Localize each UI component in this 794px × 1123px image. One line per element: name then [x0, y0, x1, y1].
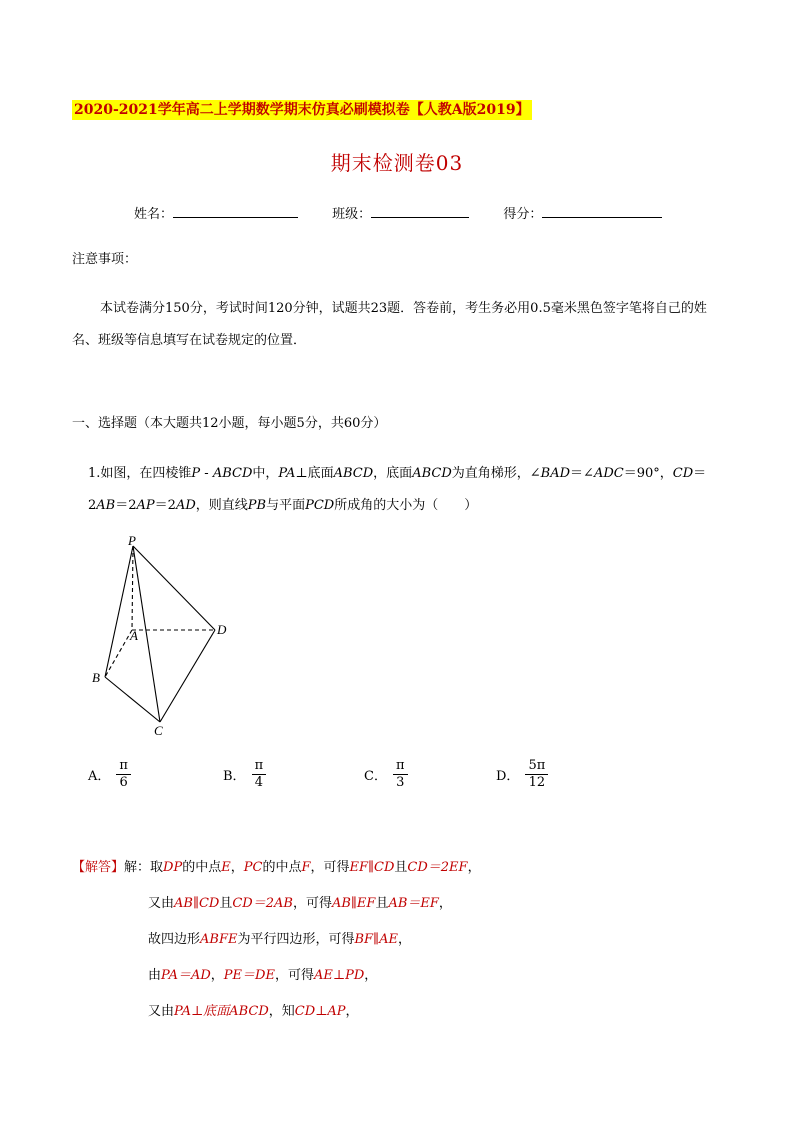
- a1-m: ，: [467, 860, 481, 875]
- name-label: 姓名：: [134, 207, 174, 222]
- q1-v9: AB: [96, 498, 116, 513]
- a1-b: DP: [163, 860, 183, 875]
- q1-t3: 中，: [252, 466, 279, 481]
- label-A: A: [130, 628, 138, 643]
- a5-d: CD⊥AP: [294, 1004, 346, 1019]
- page-title: 期末检测卷03: [330, 151, 464, 175]
- answer-line-5: [72, 994, 732, 1030]
- label-D: D: [217, 622, 227, 637]
- q1-v12: PB: [247, 498, 267, 513]
- a1-h: F: [301, 860, 311, 875]
- label-C: C: [154, 723, 163, 738]
- option-a-num: π: [116, 758, 131, 775]
- q1-t10: ＝2: [115, 498, 137, 513]
- option-d[interactable]: [496, 758, 548, 791]
- q1-u1: 2: [88, 498, 97, 513]
- a3-b: ABFE: [200, 932, 238, 947]
- q1-t4: ⊥底面: [295, 466, 334, 481]
- answer-tag: 【解答】: [72, 860, 125, 875]
- q1-v7: ADC: [593, 466, 624, 481]
- q1-t1: 如图，在四棱锥: [100, 466, 192, 481]
- score-label: 得分：: [503, 207, 543, 222]
- section-heading: 一、选择题（本大题共12小题，每小题5分，共60分）: [72, 416, 387, 431]
- a1-l: CD＝2EF: [407, 860, 468, 875]
- a2-d: CD＝2AB: [232, 896, 293, 911]
- edge-PD: [133, 546, 215, 630]
- q1-v8: CD: [672, 466, 694, 481]
- edge-AB: [105, 630, 132, 677]
- a2-i: ，: [438, 896, 452, 911]
- edge-BC: [105, 677, 160, 722]
- a2-e: ，可得: [292, 896, 332, 911]
- class-field[interactable]: [332, 203, 469, 225]
- a5-c: ，知: [268, 1004, 295, 1019]
- answer-line-4: [72, 958, 732, 994]
- a1-i: ，可得: [310, 860, 350, 875]
- label-P: P: [128, 533, 136, 548]
- option-b-letter: B．: [223, 769, 246, 784]
- a5-a: 又由: [148, 1004, 175, 1019]
- option-a-den: 6: [119, 775, 128, 790]
- option-d-den: 12: [528, 775, 546, 790]
- a3-c: 为平行四边形，可得: [237, 932, 355, 947]
- class-label: 班级：: [332, 207, 372, 222]
- q1-t5: ，底面: [373, 466, 413, 481]
- option-b-fraction: [252, 758, 267, 791]
- a1-j: EF∥CD: [349, 860, 395, 875]
- a2-f: AB∥EF: [331, 896, 376, 911]
- edge-PB: [105, 546, 133, 677]
- answer-block: [72, 850, 732, 1030]
- answer-line-2: [72, 886, 732, 922]
- a5-b: PA⊥底面ABCD: [174, 1004, 269, 1019]
- a1-c: 的中点: [182, 860, 222, 875]
- q1-v13: PCD: [305, 498, 335, 513]
- name-field[interactable]: [134, 203, 298, 225]
- q1-t2: -: [200, 466, 213, 481]
- a1-d: E: [221, 860, 231, 875]
- a4-a: 由: [148, 968, 162, 983]
- option-b[interactable]: [223, 758, 266, 791]
- q1-v3: PA: [278, 466, 296, 481]
- a2-a: 又由: [148, 896, 175, 911]
- option-a-fraction: [116, 758, 131, 791]
- q1-v10: AP: [136, 498, 155, 513]
- student-info-row: [134, 203, 692, 225]
- header-banner: 2020-2021学年高二上学期数学期末仿真必刷模拟卷【人教A版2019】: [74, 102, 530, 118]
- q1-t7: ＝∠: [570, 466, 594, 481]
- a4-f: AE⊥PD: [313, 968, 365, 983]
- a2-b: AB∥CD: [174, 896, 220, 911]
- option-c[interactable]: [364, 758, 408, 791]
- score-field[interactable]: [503, 203, 662, 225]
- option-d-letter: D．: [496, 769, 520, 784]
- a3-e: ，: [397, 932, 411, 947]
- a2-g: 且: [375, 896, 389, 911]
- option-c-den: 3: [396, 775, 405, 790]
- label-B: B: [92, 670, 100, 685]
- a4-d: PE＝DE: [223, 968, 275, 983]
- q1-t6: 为直角梯形，∠: [451, 466, 541, 481]
- notice-title: 注意事项：: [72, 252, 138, 267]
- answer-line-1: [72, 850, 732, 886]
- option-b-den: 4: [254, 775, 263, 790]
- option-c-num: π: [393, 758, 408, 775]
- option-d-fraction: [525, 758, 548, 791]
- a4-c: ，: [210, 968, 224, 983]
- edge-PA: [132, 546, 133, 630]
- a4-e: ，可得: [274, 968, 314, 983]
- option-a[interactable]: [88, 758, 131, 791]
- q1-v1: P: [191, 466, 201, 481]
- option-c-letter: C．: [364, 769, 387, 784]
- a4-b: PA＝AD: [161, 968, 211, 983]
- option-b-num: π: [252, 758, 267, 775]
- a2-c: 且: [219, 896, 233, 911]
- option-d-num: 5π: [525, 758, 548, 775]
- q1-t14: 所成角的大小为（ ）: [334, 498, 478, 513]
- answer-line-3: [72, 922, 732, 958]
- a3-d: BF∥AE: [354, 932, 398, 947]
- q1-number: 1.: [88, 466, 101, 481]
- a1-a: 解：取: [124, 860, 164, 875]
- a4-g: ，: [364, 968, 378, 983]
- a1-k: 且: [394, 860, 408, 875]
- score-blank[interactable]: [542, 203, 662, 218]
- q1-v6: BAD: [540, 466, 571, 481]
- q1-t13: 与平面: [266, 498, 306, 513]
- q1-v2: ABCD: [212, 466, 253, 481]
- q1-t12: ，则直线: [195, 498, 248, 513]
- option-a-letter: A．: [88, 769, 111, 784]
- notice-text: 本试卷满分150分，考试时间120分钟，试题共23题．答卷前，考生务必用0.5毫米黑色签字笔将自己的姓名、班级等信息填写在试卷规定的位置．: [72, 301, 707, 348]
- edge-CD: [160, 630, 215, 722]
- a5-e: ，: [345, 1004, 359, 1019]
- a2-h: AB＝EF: [388, 896, 439, 911]
- name-blank[interactable]: [173, 203, 298, 218]
- q1-v11: AD: [175, 498, 196, 513]
- a1-f: PC: [243, 860, 263, 875]
- pyramid-figure: [90, 532, 240, 742]
- q1-t9: ＝: [693, 466, 707, 481]
- q1-v5: ABCD: [412, 466, 452, 481]
- option-c-fraction: [393, 758, 408, 791]
- class-blank[interactable]: [371, 203, 469, 218]
- q1-t8: ＝90°，: [623, 466, 673, 481]
- a3-a: 故四边形: [148, 932, 201, 947]
- a1-e: ，: [230, 860, 244, 875]
- q1-t11: ＝2: [154, 498, 176, 513]
- q1-v4: ABCD: [333, 466, 374, 481]
- answer-options: [88, 758, 728, 798]
- a1-g: 的中点: [262, 860, 302, 875]
- question-1: [88, 458, 724, 522]
